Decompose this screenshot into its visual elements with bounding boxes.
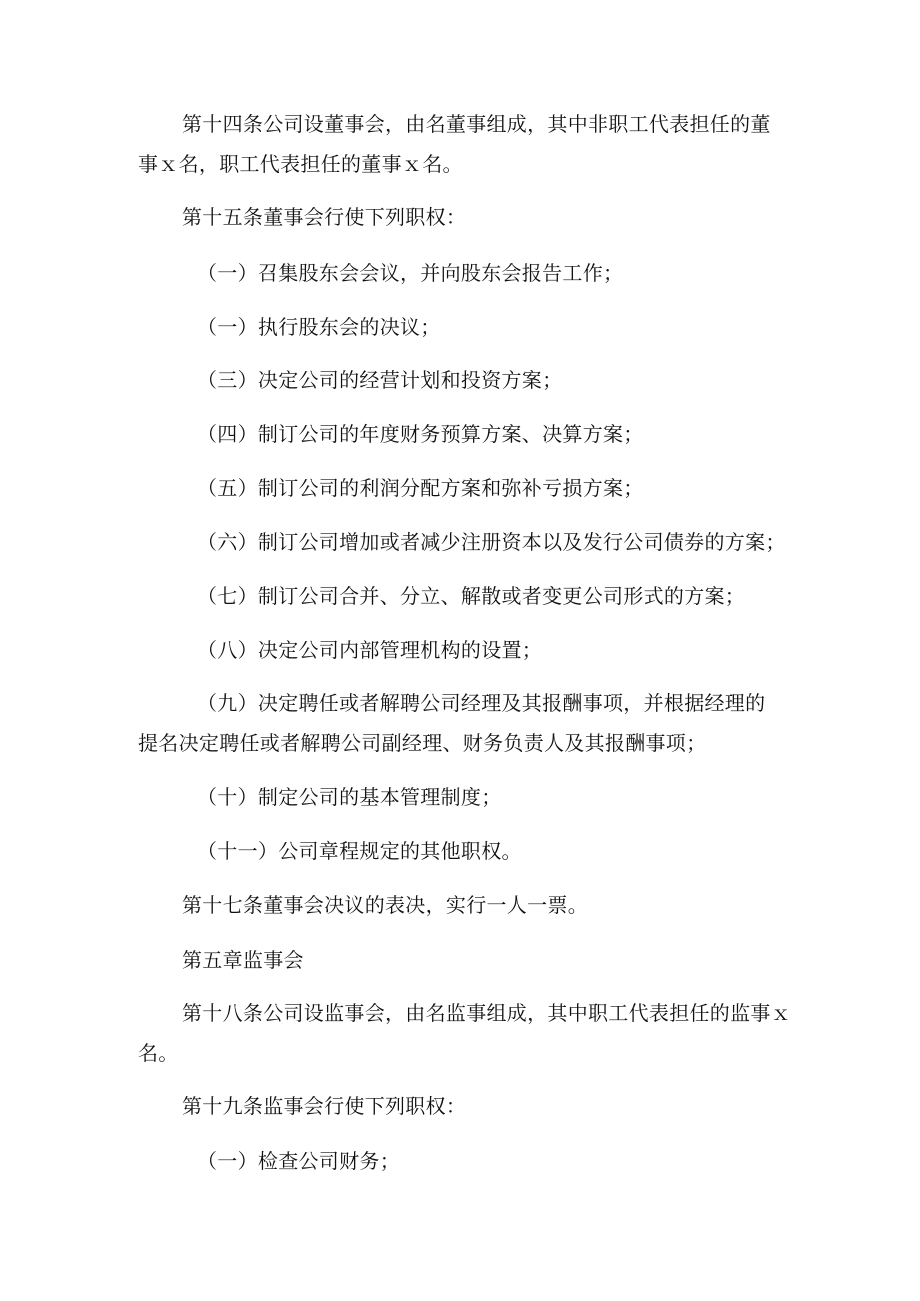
board-power-item-3: （三）决定公司的经营计划和投资方案； (197, 368, 563, 392)
supervisor-power-item-1: （一）检查公司财务； (197, 1149, 400, 1173)
article-14-line-2: 事ｘ名，职工代表担任的董事ｘ名。 (138, 152, 463, 176)
article-18-line-1: 第十八条公司设监事会，由名监事组成，其中职工代表担任的监事ｘ (182, 1001, 791, 1025)
article-18-line-2: 名。 (138, 1041, 179, 1065)
board-power-item-8: （八）决定公司内部管理机构的设置； (197, 638, 543, 662)
board-power-item-5: （五）制订公司的利润分配方案和弥补亏损方案； (197, 476, 644, 500)
board-power-item-11: （十一）公司章程规定的其他职权。 (197, 839, 522, 863)
article-15-heading: 第十五条董事会行使下列职权： (182, 205, 467, 229)
board-power-item-10: （十）制定公司的基本管理制度； (197, 785, 502, 809)
chapter-5-heading: 第五章监事会 (182, 948, 304, 972)
board-power-item-1: （一）召集股东会会议，并向股东会报告工作； (197, 261, 624, 285)
article-17: 第十七条董事会决议的表决，实行一人一票。 (182, 893, 588, 917)
article-19-heading: 第十九条监事会行使下列职权： (182, 1094, 467, 1118)
board-power-item-6: （六）制订公司增加或者减少注册资本以及发行公司债券的方案； (197, 530, 786, 554)
board-power-item-9-line-2: 提名决定聘任或者解聘公司副经理、财务负责人及其报酬事项； (138, 731, 707, 755)
board-power-item-4: （四）制订公司的年度财务预算方案、决算方案； (197, 422, 644, 446)
board-power-item-7: （七）制订公司合并、分立、解散或者变更公司形式的方案； (197, 584, 746, 608)
article-14-line-1: 第十四条公司设董事会，由名董事组成，其中非职工代表担任的董 (182, 112, 771, 136)
board-power-item-2: （一）执行股东会的决议； (197, 315, 441, 339)
board-power-item-9-line-1: （九）决定聘任或者解聘公司经理及其报酬事项，并根据经理的 (197, 691, 766, 715)
